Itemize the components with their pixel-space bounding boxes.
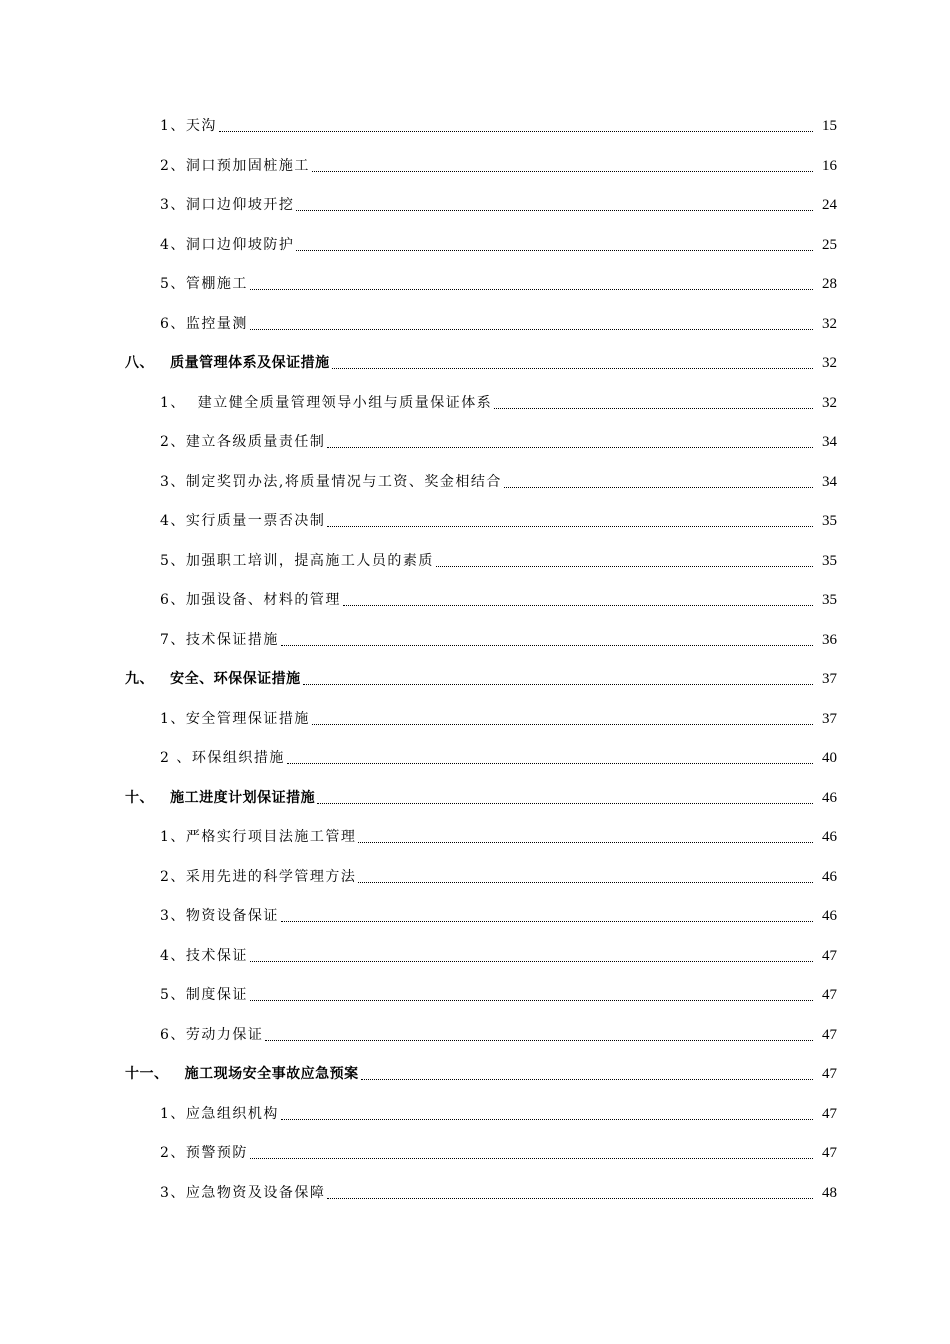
dot-leader: [327, 1198, 813, 1199]
toc-entry-title: 2、建立各级质量责任制: [160, 434, 326, 450]
dot-leader: [250, 289, 813, 290]
toc-section-title: 十一、 施工现场安全事故应急预案: [125, 1066, 359, 1082]
toc-section-title: 九、 安全、环保保证措施: [125, 671, 301, 687]
toc-entry-title: 3、应急物资及设备保障: [160, 1184, 326, 1201]
toc-entry-title: 2、洞口预加固桩施工: [160, 157, 310, 174]
dot-leader: [281, 1119, 813, 1120]
dot-leader: [358, 842, 813, 843]
toc-entry-page: 46: [822, 829, 837, 845]
toc-entry-page: 46: [822, 908, 837, 924]
toc-entry[interactable]: [0, 1016, 950, 1056]
dot-leader: [343, 605, 813, 606]
toc-entry-page: 32: [822, 394, 837, 411]
toc-entry-page: 47: [822, 987, 837, 1003]
dot-leader: [296, 250, 813, 251]
toc-entry-page: 37: [822, 671, 837, 687]
toc-entry[interactable]: [0, 1134, 950, 1174]
toc-entry[interactable]: [0, 384, 950, 424]
toc-entry-title: 2、采用先进的科学管理方法: [160, 868, 357, 885]
toc-entry[interactable]: [0, 1095, 950, 1135]
dot-leader: [281, 645, 813, 646]
toc-entry[interactable]: [0, 621, 950, 661]
toc-entry[interactable]: [0, 502, 950, 542]
toc-entry-page: 47: [822, 1145, 837, 1161]
toc-entry-page: 16: [822, 157, 837, 174]
toc-section-heading[interactable]: [0, 660, 950, 700]
toc-entry-title: 3、制定奖罚办法,将质量情况与工资、奖金相结合: [160, 473, 502, 490]
toc-entry[interactable]: [0, 305, 950, 345]
toc-entry-page: 24: [822, 197, 837, 213]
toc-entry-title: 2、预警预防: [160, 1145, 248, 1161]
toc-entry-page: 47: [822, 1105, 837, 1122]
dot-leader: [281, 921, 813, 922]
toc-entry-title: 1、安全管理保证措施: [160, 710, 310, 727]
dot-leader: [504, 487, 813, 488]
toc-entry-page: 34: [822, 434, 837, 450]
toc-entry-title: 3、洞口边仰坡开挖: [160, 197, 295, 213]
toc-entry-title: 5、管棚施工: [160, 276, 248, 292]
toc-entry-page: 40: [822, 750, 837, 766]
toc-entry[interactable]: [0, 581, 950, 621]
dot-leader: [250, 1000, 813, 1001]
toc-section-heading[interactable]: [0, 1055, 950, 1095]
table-of-contents: [0, 107, 950, 1213]
toc-entry-page: 35: [822, 513, 837, 529]
toc-entry[interactable]: [0, 147, 950, 187]
dot-leader: [250, 329, 813, 330]
dot-leader: [312, 724, 813, 725]
toc-entry[interactable]: [0, 818, 950, 858]
toc-entry[interactable]: [0, 186, 950, 226]
toc-entry[interactable]: [0, 463, 950, 503]
toc-entry-page: 35: [822, 552, 837, 569]
toc-entry-title: 1、严格实行项目法施工管理: [160, 829, 357, 845]
toc-section-title: 十、 施工进度计划保证措施: [125, 789, 316, 806]
toc-entry-title: 3、物资设备保证: [160, 908, 279, 924]
dot-leader: [219, 131, 813, 132]
dot-leader: [317, 803, 813, 804]
toc-entry[interactable]: [0, 226, 950, 266]
toc-entry[interactable]: [0, 976, 950, 1016]
toc-entry[interactable]: [0, 542, 950, 582]
dot-leader: [332, 368, 813, 369]
toc-entry-page: 46: [822, 868, 837, 885]
toc-entry[interactable]: [0, 897, 950, 937]
toc-entry-title: 1、应急组织机构: [160, 1105, 279, 1122]
toc-entry[interactable]: [0, 423, 950, 463]
toc-entry-page: 15: [822, 118, 837, 134]
toc-entry-title: 5、制度保证: [160, 987, 248, 1003]
dot-leader: [494, 408, 813, 409]
toc-entry[interactable]: [0, 107, 950, 147]
toc-entry[interactable]: [0, 700, 950, 740]
toc-entry-page: 36: [822, 631, 837, 648]
toc-entry-title: 1、天沟: [160, 118, 217, 134]
toc-entry-title: 7、技术保证措施: [160, 631, 279, 648]
toc-entry-page: 32: [822, 315, 837, 332]
toc-entry[interactable]: [0, 265, 950, 305]
dot-leader: [303, 684, 813, 685]
toc-entry-page: 48: [822, 1184, 837, 1201]
dot-leader: [265, 1040, 813, 1041]
dot-leader: [312, 171, 813, 172]
toc-entry-page: 25: [822, 236, 837, 253]
toc-section-title: 八、 质量管理体系及保证措施: [125, 355, 330, 371]
toc-entry-page: 37: [822, 710, 837, 727]
dot-leader: [296, 210, 813, 211]
toc-entry-title: 4、技术保证: [160, 947, 248, 964]
dot-leader: [327, 526, 813, 527]
toc-entry-page: 47: [822, 1026, 837, 1043]
toc-entry-title: 6、监控量测: [160, 315, 248, 332]
toc-entry-page: 35: [822, 592, 837, 608]
dot-leader: [361, 1079, 813, 1080]
toc-entry-title: 4、洞口边仰坡防护: [160, 236, 295, 253]
toc-entry-title: 2 、环保组织措施: [160, 750, 285, 766]
toc-entry-title: 6、加强设备、材料的管理: [160, 592, 341, 608]
dot-leader: [436, 566, 813, 567]
toc-entry[interactable]: [0, 937, 950, 977]
toc-entry[interactable]: [0, 1174, 950, 1214]
dot-leader: [358, 882, 813, 883]
toc-entry-page: 32: [822, 355, 837, 371]
dot-leader: [327, 447, 813, 448]
toc-entry[interactable]: [0, 858, 950, 898]
toc-entry-page: 28: [822, 276, 837, 292]
toc-entry[interactable]: [0, 739, 950, 779]
toc-entry-page: 47: [822, 1066, 837, 1082]
toc-entry-title: 4、实行质量一票否决制: [160, 513, 326, 529]
toc-section-heading[interactable]: [0, 779, 950, 819]
dot-leader: [250, 1158, 813, 1159]
toc-entry-page: 46: [822, 789, 837, 806]
toc-section-heading[interactable]: [0, 344, 950, 384]
toc-entry-page: 34: [822, 473, 837, 490]
toc-entry-title: 1、 建立健全质量管理领导小组与质量保证体系: [160, 394, 493, 411]
toc-entry-page: 47: [822, 947, 837, 964]
toc-entry-title: 5、加强职工培训，提高施工人员的素质: [160, 552, 434, 569]
toc-entry-title: 6、劳动力保证: [160, 1026, 264, 1043]
dot-leader: [250, 961, 813, 962]
dot-leader: [287, 763, 813, 764]
